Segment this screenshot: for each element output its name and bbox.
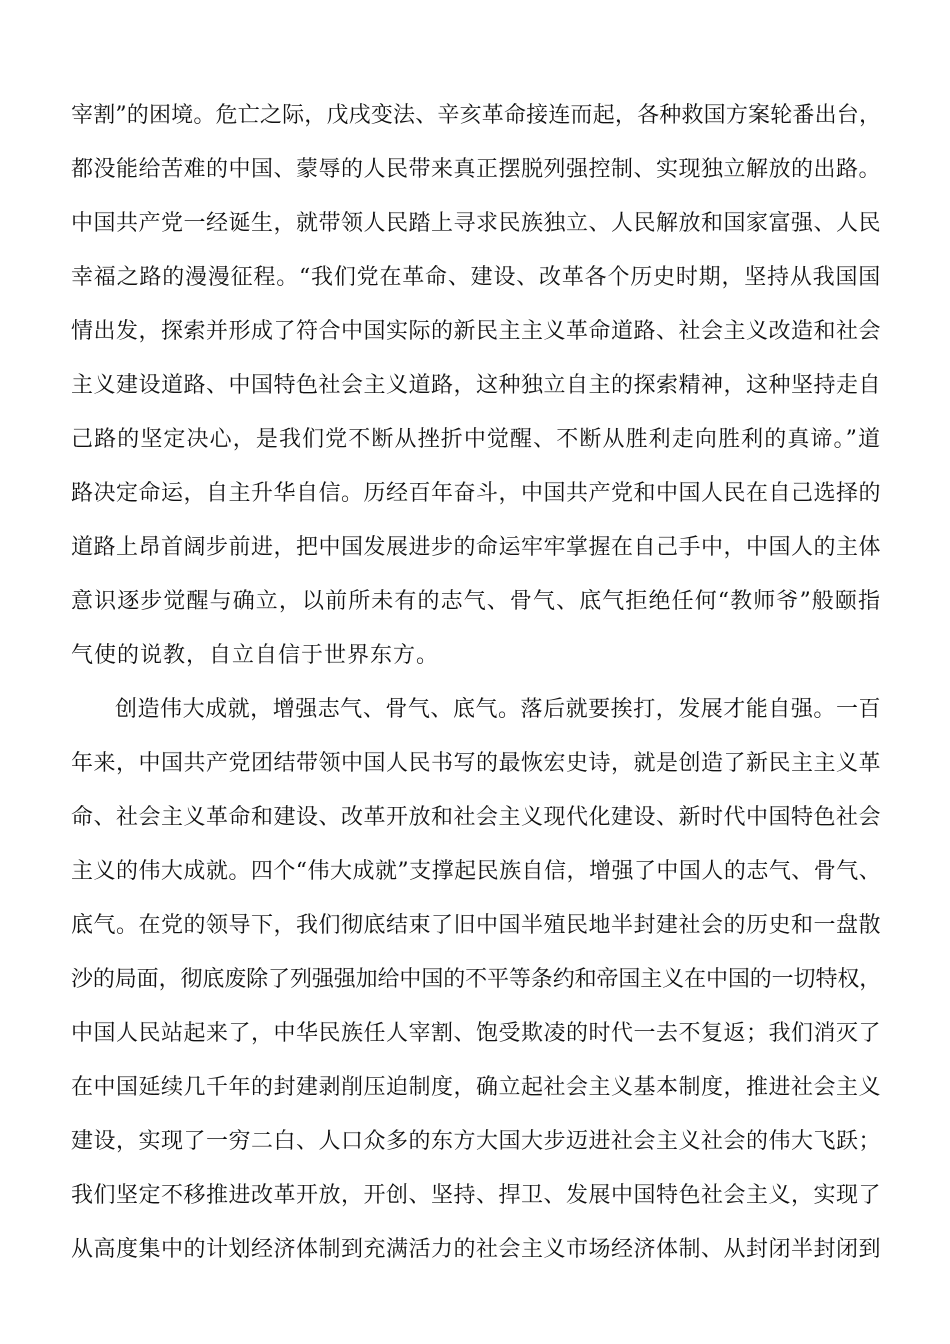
text-line: 沙的局面，彻底废除了列强强加给中国的不平等条约和帝国主义在中国的一切特权， <box>71 967 881 992</box>
text-line: 己路的坚定决心，是我们党不断从挫折中觉醒、不断从胜利走向胜利的真谛。”道 <box>71 427 881 452</box>
text-line: 幸福之路的漫漫征程。“我们党在革命、建设、改革各个历史时期，坚持从我国国 <box>71 265 881 290</box>
text-line: 在中国延续几千年的封建剥削压迫制度，确立起社会主义基本制度，推进社会主义 <box>71 1075 881 1100</box>
text-line: 气使的说教，自立自信于世界东方。 <box>71 643 440 668</box>
text-line: 命、社会主义革命和建设、改革开放和社会主义现代化建设、新时代中国特色社会 <box>71 805 881 830</box>
text-line: 我们坚定不移推进改革开放，开创、坚持、捍卫、发展中国特色社会主义，实现了 <box>71 1183 881 1208</box>
text-line: 都没能给苦难的中国、蒙辱的人民带来真正摆脱列强控制、实现独立解放的出路。 <box>71 157 881 182</box>
text-line: 中国人民站起来了，中华民族任人宰割、饱受欺凌的时代一去不复返；我们消灭了 <box>71 1021 881 1046</box>
text-line: 底气。在党的领导下，我们彻底结束了旧中国半殖民地半封建社会的历史和一盘散 <box>71 913 881 938</box>
text-line: 建设，实现了一穷二白、人口众多的东方大国大步迈进社会主义社会的伟大飞跃； <box>71 1129 881 1154</box>
text-line: 年来，中国共产党团结带领中国人民书写的最恢宏史诗，就是创造了新民主主义革 <box>71 751 881 776</box>
text-line: 情出发，探索并形成了符合中国实际的新民主主义革命道路、社会主义改造和社会 <box>71 319 881 344</box>
text-line: 意识逐步觉醒与确立，以前所未有的志气、骨气、底气拒绝任何“教师爷”般颐指 <box>71 589 881 614</box>
text-line: 主义建设道路、中国特色社会主义道路，这种独立自主的探索精神，这种坚持走自 <box>71 373 881 398</box>
text-line: 从高度集中的计划经济体制到充满活力的社会主义市场经济体制、从封闭半封闭到 <box>71 1237 881 1262</box>
text-line: 道路上昂首阔步前进，把中国发展进步的命运牢牢掌握在自己手中，中国人的主体 <box>71 535 881 560</box>
text-line: 主义的伟大成就。四个“伟大成就”支撑起民族自信，增强了中国人的志气、骨气、 <box>71 859 881 884</box>
text-line: 中国共产党一经诞生，就带领人民踏上寻求民族独立、人民解放和国家富强、人民 <box>71 211 881 236</box>
text-line: 路决定命运，自主升华自信。历经百年奋斗，中国共产党和中国人民在自己选择的 <box>71 481 881 506</box>
text-line: 宰割”的困境。危亡之际，戊戌变法、辛亥革命接连而起，各种救国方案轮番出台， <box>71 103 881 128</box>
paragraph-first-line: 创造伟大成就，增强志气、骨气、底气。落后就要挨打，发展才能自强。一百 <box>115 697 881 722</box>
